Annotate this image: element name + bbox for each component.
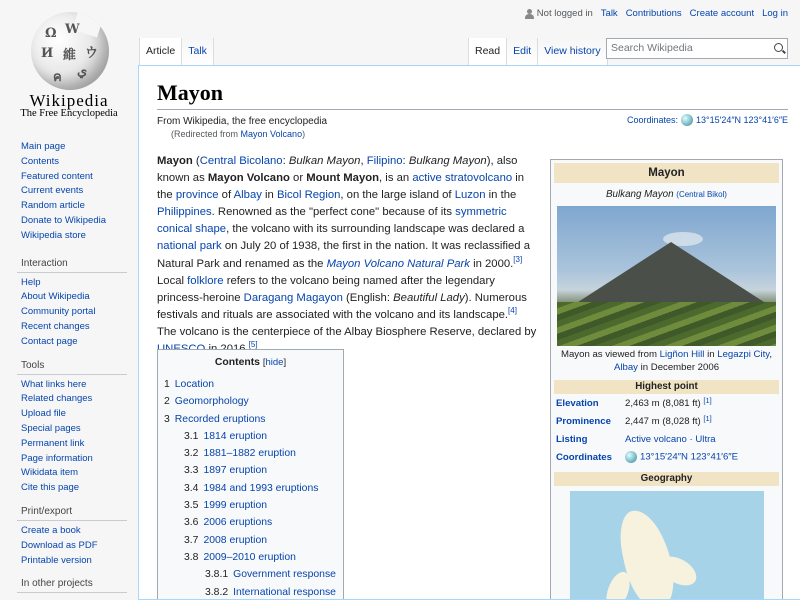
toc-link[interactable]: 2009–2010 eruption [203,551,296,563]
caption-link-lignon-hill[interactable]: Ligñon Hill [659,349,705,360]
sidebar-item [21,392,138,407]
personal-tools [525,8,788,19]
sidebar-link-download-as-pdf[interactable]: Download as PDF [21,539,98,551]
sidebar-link-related-changes[interactable]: Related changes [21,393,93,405]
lead-italic-text: Bulkan Mayon [288,155,361,167]
namespace-tabs [139,38,214,65]
toc-link[interactable]: International response [233,586,336,598]
sidebar-link-about-wikipedia[interactable]: About Wikipedia [21,291,90,303]
sidebar-link-featured-content[interactable]: Featured content [21,170,93,182]
article-link[interactable]: Filipino [366,155,403,167]
sidebar-item [21,305,138,320]
sidebar-item [21,407,138,422]
sidebar-link-donate-to-wikipedia[interactable]: Donate to Wikipedia [21,214,107,226]
wikipedia-logo[interactable] [0,0,138,130]
sidebar-item [21,184,138,199]
sidebar-item [21,290,138,305]
toc-hide-link[interactable]: hide [265,357,284,368]
sidebar-link-what-links-here[interactable]: What links here [21,378,87,390]
sidebar-link-community-portal[interactable]: Community portal [21,306,96,318]
sidebar-link-page-information[interactable]: Page information [21,452,93,464]
lead-text: : [282,155,289,167]
user-icon [525,9,534,19]
sidebar-print [0,506,138,568]
infobox-row [554,430,779,448]
lead-bold-term: Mayon [157,155,193,167]
not-logged-in [525,8,593,19]
caption-text: in [704,349,718,360]
sidebar-heading-tools: Tools [17,360,127,375]
citation-link[interactable]: [1] [703,413,712,423]
lead-text: ). Numerous festivals and rituals are associated with the volcano and its landscape. [157,291,527,321]
lead-text: , on the large island of [340,189,455,202]
toc-item[interactable] [158,480,343,497]
lead-text: refers to the volcano being named after the legendary princess-heroine [157,274,495,304]
page-title: Mayon [157,80,223,105]
lead-text: in 2000. [469,257,514,270]
infobox-listing-link[interactable]: Active volcano · Ultra [625,433,716,445]
article-link[interactable]: Daragang Magayon [243,291,343,304]
caption-text: , [769,349,773,360]
lead-text: ), also known as [157,155,518,185]
sidebar-link-contact-page[interactable]: Contact page [21,335,78,347]
article-link[interactable]: folklore [187,274,224,287]
sidebar-item [21,554,138,569]
user-talk-link[interactable]: Talk [600,8,618,19]
create-account-link[interactable]: Create account [689,8,755,19]
caption-link-albay[interactable]: Albay [613,362,638,373]
lead-text: or [289,172,307,185]
toc-item[interactable] [158,584,343,600]
toc-number: 3.5 [184,500,199,512]
toc-hide-toggle[interactable]: [hide] [262,357,287,368]
volcano-photo[interactable] [557,206,776,346]
toc-link[interactable]: 1984 and 1993 eruptions [203,482,319,494]
toc-link[interactable]: Government response [233,569,336,581]
lead-paragraph [157,153,539,358]
article-link[interactable]: province [175,189,219,202]
infobox-label[interactable]: Listing [556,433,588,445]
infobox-value-text: 2,463 m (8,081 ft) [625,397,704,409]
infobox-label[interactable]: Elevation [556,397,599,409]
lead-text: (English: [342,291,394,304]
lead-bold-term: Mount Mayon [306,172,380,185]
title-divider [157,109,788,110]
redirect-source-link[interactable]: Mayon Volcano [240,129,303,139]
lead-text: in [261,189,277,202]
citation-link[interactable]: [4] [508,306,517,316]
puzzle-globe-icon: Ω W И 維 ウ ค ي [31,12,109,90]
sidebar-item [21,335,138,350]
article-link[interactable]: Luzon [454,189,486,202]
toc-number: 3.3 [184,465,199,477]
lead-text: ( [192,155,200,167]
toc-item[interactable] [158,411,343,428]
infobox-section-geography: Geography [554,472,779,486]
toc-header [158,357,343,368]
infobox-value [625,434,779,445]
infobox-row [554,448,779,466]
tab-talk[interactable]: Talk [182,38,214,65]
search-input[interactable]: Search Wikipedia [606,38,788,59]
toc-number: 3 [164,413,170,425]
toc-item[interactable] [158,532,343,549]
sidebar-item [21,170,138,185]
sidebar-link-printable-version[interactable]: Printable version [21,554,92,566]
toc-number: 3.8 [184,551,199,563]
sidebar-link-recent-changes[interactable]: Recent changes [21,320,90,332]
sidebar-item [21,437,138,452]
sidebar-link-wikidata-item[interactable]: Wikidata item [21,467,79,479]
toc-number: 3.1 [184,430,199,442]
coordinates-label: Coordinates: [627,115,679,125]
table-of-contents [157,349,344,600]
caption-text: in December 2006 [637,362,720,373]
lead-bold-term: Mayon Volcano [207,172,290,185]
tab-view-history[interactable]: View history [538,38,607,65]
native-language-link[interactable]: (Central Bikol) [676,190,727,199]
toc-number: 3.8.2 [205,586,229,598]
toc-link[interactable]: 2008 eruption [203,534,268,546]
infobox-section-highest-point: Highest point [554,380,779,394]
native-name: Bulkang Mayon [606,189,674,200]
toc-link[interactable]: 1881–1882 eruption [203,448,296,460]
sidebar-item [21,140,138,155]
infobox-value [625,395,779,409]
toc-number: 1 [164,379,170,390]
caption-text: Mayon as viewed from [560,349,660,360]
article-link[interactable]: national park [157,240,222,253]
coordinates-value[interactable]: 13°15′24″N 123°41′6″E [696,115,789,125]
sidebar-link-special-pages[interactable]: Special pages [21,422,81,434]
toc-number: 3.2 [184,448,199,460]
infobox-value [625,451,779,463]
infobox-value-text: 2,447 m (8,028 ft) [625,415,704,427]
sidebar-heading-other-projects: In other projects [17,578,127,593]
infobox-label[interactable]: Coordinates [556,451,612,463]
sidebar-item [21,214,138,229]
sidebar-item [21,422,138,437]
toc-item[interactable] [158,376,343,393]
citation-link[interactable]: [1] [703,395,712,405]
sidebar-link-upload-file[interactable]: Upload file [21,408,66,420]
toc-number: 3.8.1 [205,569,229,581]
location-map[interactable] [570,491,764,600]
article-link[interactable]: active stratovolcano [412,172,513,185]
lead-italic-text: Bulkang Mayon [408,155,487,167]
lead-text: , is an [379,172,413,185]
title-coordinates[interactable] [627,114,788,126]
sidebar-navigation [0,140,138,244]
lead-text: , [360,155,367,167]
globe-icon[interactable] [681,114,693,126]
lead-text: . Renowned as the "perfect cone" because of its [211,206,456,219]
infobox-row [554,394,779,412]
lead-text: The volcano is the centerpiece of the Albay Biosphere Reserve, declared by [157,325,537,338]
tab-read[interactable]: Read [468,38,507,65]
lead-text: on July 20 of 1938, the first in the nation. It was reclassified a Natural Park and renamed as the [157,240,531,270]
redirect-prefix: (Redirected from [171,129,241,139]
sidebar-heading-print: Print/export [17,506,127,521]
tab-article[interactable]: Article [139,38,182,65]
toc-item[interactable] [158,462,343,479]
sidebar-item [21,199,138,214]
sidebar-link-permanent-link[interactable]: Permanent link [21,437,85,449]
content-area [138,65,800,600]
not-logged-in-label: Not logged in [536,8,593,19]
toc-number: 3.4 [184,482,199,494]
lead-text: of [218,189,234,202]
infobox-native-name [554,189,779,200]
article-link[interactable]: Albay [233,189,262,202]
lead-italic-text: Beautiful Lady [393,291,465,304]
lead-text: in the [485,189,517,202]
article-link[interactable]: Philippines [157,206,212,219]
sidebar-heading-interaction: Interaction [17,258,127,273]
article-link[interactable]: symmetric conical shape [157,206,507,236]
toc-number: 3.6 [184,517,199,529]
toc-link[interactable]: Geomorphology [174,396,249,408]
sidebar-link-wikipedia-store[interactable]: Wikipedia store [21,229,86,241]
article-link[interactable]: Bicol Region [276,189,341,202]
sidebar-item [21,452,138,467]
tab-edit[interactable]: Edit [507,38,538,65]
toc-link[interactable]: 1897 eruption [203,465,268,477]
sidebar-tools [0,360,138,496]
toc-item[interactable] [158,445,343,462]
photo-caption [554,348,779,374]
toc-link[interactable]: 2006 eruptions [203,517,273,529]
redirect-suffix: ) [302,129,306,139]
site-tagline: From Wikipedia, the free encyclopedia [157,116,328,127]
toc-title: Contents [214,357,260,368]
toc-item[interactable] [158,549,343,566]
toc-link[interactable]: Location [174,379,215,390]
sidebar [0,140,138,600]
article-link[interactable]: Mayon Volcano Natural Park [326,257,470,270]
sidebar-link-cite-this-page[interactable]: Cite this page [21,482,80,494]
toc-item[interactable] [158,514,343,531]
globe-icon[interactable] [625,451,637,463]
sidebar-link-random-article[interactable]: Random article [21,200,85,212]
log-in-link[interactable]: Log in [762,8,788,19]
sidebar-link-create-a-book[interactable]: Create a book [21,524,81,536]
toc-number: 2 [164,396,170,408]
sidebar-other-projects [0,578,138,593]
toc-item[interactable] [158,393,343,410]
citation-link[interactable]: [5] [248,340,258,350]
sidebar-item [21,320,138,335]
infobox-label[interactable]: Prominence [556,415,611,427]
lead-text: Local [157,274,188,287]
sidebar-link-current-events[interactable]: Current events [21,185,84,197]
sidebar-item [21,276,138,291]
search-icon[interactable] [774,43,783,52]
view-tabs [468,38,608,65]
caption-link-legazpi[interactable]: Legazpi City [717,349,770,360]
logo-tagline: The Free Encyclopedia [20,108,118,119]
toc-item[interactable] [158,566,343,583]
toc-link[interactable]: Recorded eruptions [174,413,266,425]
redirect-notice [171,129,305,139]
sidebar-link-contents[interactable]: Contents [21,155,60,167]
sidebar-item [21,524,138,539]
contributions-link[interactable]: Contributions [625,8,682,19]
toc-number: 3.7 [184,534,199,546]
sidebar-item [21,466,138,481]
toc-link[interactable]: 1814 eruption [203,430,268,442]
sidebar-item [21,539,138,554]
logo-wordmark: Wikipedia [29,91,109,110]
sidebar-item [21,229,138,244]
toc-item[interactable] [158,497,343,514]
article-link[interactable]: Central Bicolano [199,155,283,167]
toc-link[interactable]: 1999 eruption [203,500,268,512]
sidebar-item [21,378,138,393]
lead-text: in the [157,172,525,202]
sidebar-interaction [0,258,138,350]
infobox-title: Mayon [554,163,779,183]
sidebar-item [21,155,138,170]
lead-text: , the volcano with its surrounding landscape was declared a [226,223,525,236]
sidebar-item [21,481,138,496]
infobox [550,159,783,600]
toc-item[interactable] [158,428,343,445]
citation-link[interactable]: [3] [513,254,523,264]
infobox-row [554,412,779,430]
infobox-value [625,413,779,427]
sidebar-link-help[interactable]: Help [21,276,41,288]
infobox-coordinates-link[interactable]: 13°15′24″N 123°41′6″E [640,451,739,463]
sidebar-link-main-page[interactable]: Main page [21,141,66,152]
lead-text: : [402,155,409,167]
